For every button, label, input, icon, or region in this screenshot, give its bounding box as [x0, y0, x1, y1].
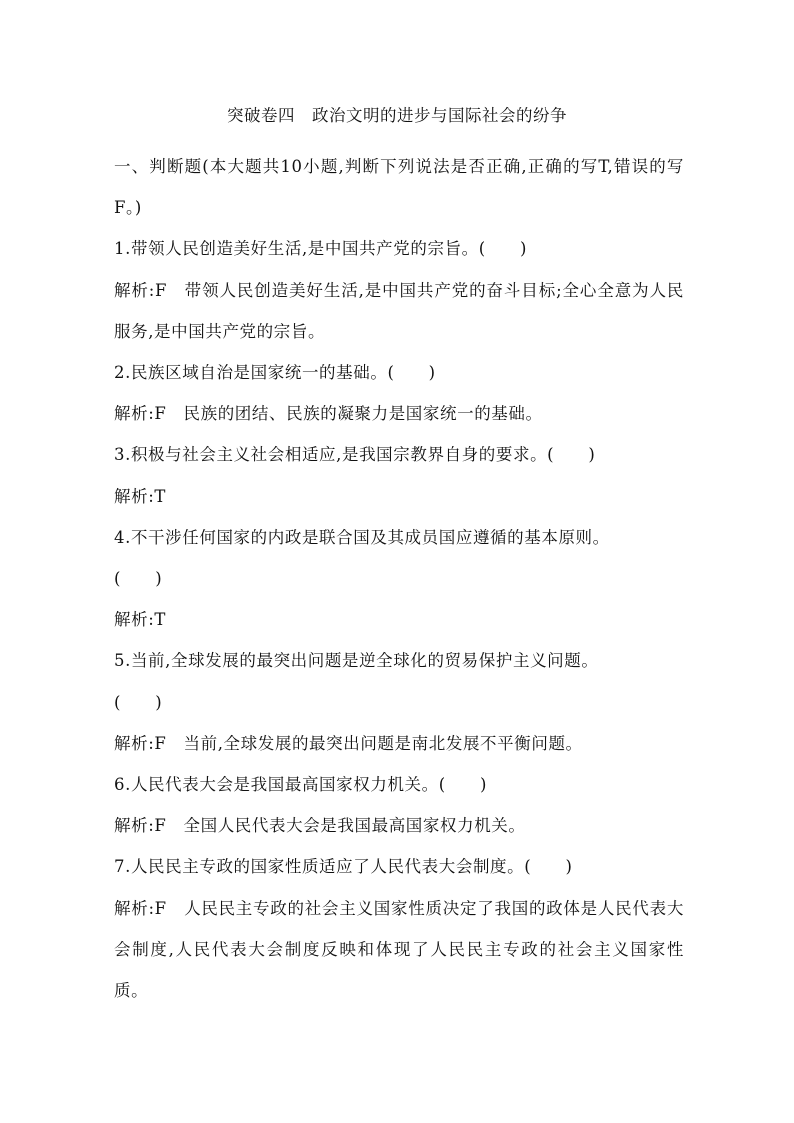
question-text: 7.人民民主专政的国家性质适应了人民代表大会制度。( ): [114, 857, 573, 877]
answer-text: 解析:F 全国人民代表大会是我国最高国家权力机关。: [114, 816, 526, 836]
section-heading: 一、判断题(本大题共10小题,判断下列说法是否正确,正确的写T,错误的写F。): [114, 157, 684, 218]
answer-blank: ( ): [114, 692, 163, 712]
question-item: [114, 352, 684, 434]
question-item: [114, 846, 684, 1011]
question-item: [114, 434, 684, 516]
answer-text: 解析:F 人民民主专政的社会主义国家性质决定了我国的政体是人民代表大会制度,人民代表大会制度反映和体现了人民民主专政的社会主义国家性质。: [114, 898, 684, 1001]
question-text: 2.民族区域自治是国家统一的基础。( ): [114, 363, 436, 383]
question-text: 1.带领人民创造美好生活,是中国共产党的宗旨。( ): [114, 239, 528, 259]
answer-text: 解析:T: [114, 610, 166, 630]
question-item: [114, 640, 684, 764]
question-item: [114, 517, 684, 641]
answer-text: 解析:F 带领人民创造美好生活,是中国共产党的奋斗目标;全心全意为人民服务,是中国共产党的宗旨。: [114, 280, 684, 341]
document-body: [114, 146, 684, 1011]
page-title: 突破卷四 政治文明的进步与国际社会的纷争: [227, 106, 567, 125]
question-text: 5.当前,全球发展的最突出问题是逆全球化的贸易保护主义问题。: [114, 651, 599, 671]
answer-text: 解析:F 当前,全球发展的最突出问题是南北发展不平衡问题。: [114, 733, 583, 753]
question-item: [114, 764, 684, 846]
answer-text: 解析:T: [114, 486, 166, 506]
answer-text: 解析:F 民族的团结、民族的凝聚力是国家统一的基础。: [114, 404, 543, 424]
question-item: [114, 228, 684, 352]
question-text: 3.积极与社会主义社会相适应,是我国宗教界自身的要求。( ): [114, 445, 596, 465]
question-text: 4.不干涉任何国家的内政是联合国及其成员国应遵循的基本原则。: [114, 527, 610, 547]
question-text: 6.人民代表大会是我国最高国家权力机关。( ): [114, 775, 488, 795]
answer-blank: ( ): [114, 569, 163, 589]
